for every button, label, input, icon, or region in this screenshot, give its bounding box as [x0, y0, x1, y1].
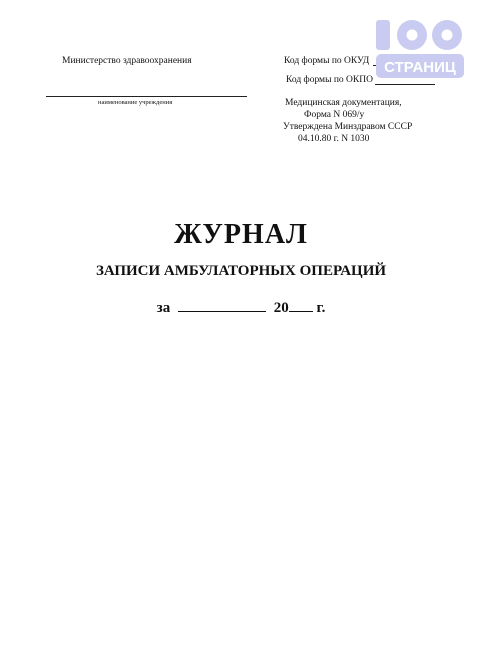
watermark-100-pages-logo: [374, 18, 466, 80]
period-prefix: за: [156, 300, 171, 316]
logo-digit-one: [376, 20, 390, 50]
journal-subtitle: ЗАПИСИ АМБУЛАТОРНЫХ ОПЕРАЦИЙ: [95, 263, 387, 279]
approval-line: Утверждена Минздравом СССР: [283, 122, 413, 132]
period-blank: [178, 297, 266, 312]
institution-name-line: [46, 96, 247, 97]
okpo-label: Код формы по ОКПО: [286, 75, 373, 85]
ministry-label: Министерство здравоохранения: [62, 56, 192, 66]
period-suffix: г.: [316, 300, 326, 316]
doc-type-line: Медицинская документация,: [285, 98, 402, 108]
period-line: [0, 297, 482, 318]
approval-date-line: 04.10.80 г. N 1030: [298, 134, 370, 144]
period-year: 20: [273, 300, 289, 316]
okpo-value-line: [375, 84, 435, 85]
form-number-line: Форма N 069/у: [304, 110, 365, 120]
period-year-blank: [289, 297, 313, 312]
logo-word: СТРАНИЦ: [384, 59, 456, 76]
okud-label: Код формы по ОКУД: [284, 56, 370, 66]
journal-title: ЖУРНАЛ: [174, 219, 308, 250]
institution-caption: наименование учреждения: [98, 99, 173, 106]
